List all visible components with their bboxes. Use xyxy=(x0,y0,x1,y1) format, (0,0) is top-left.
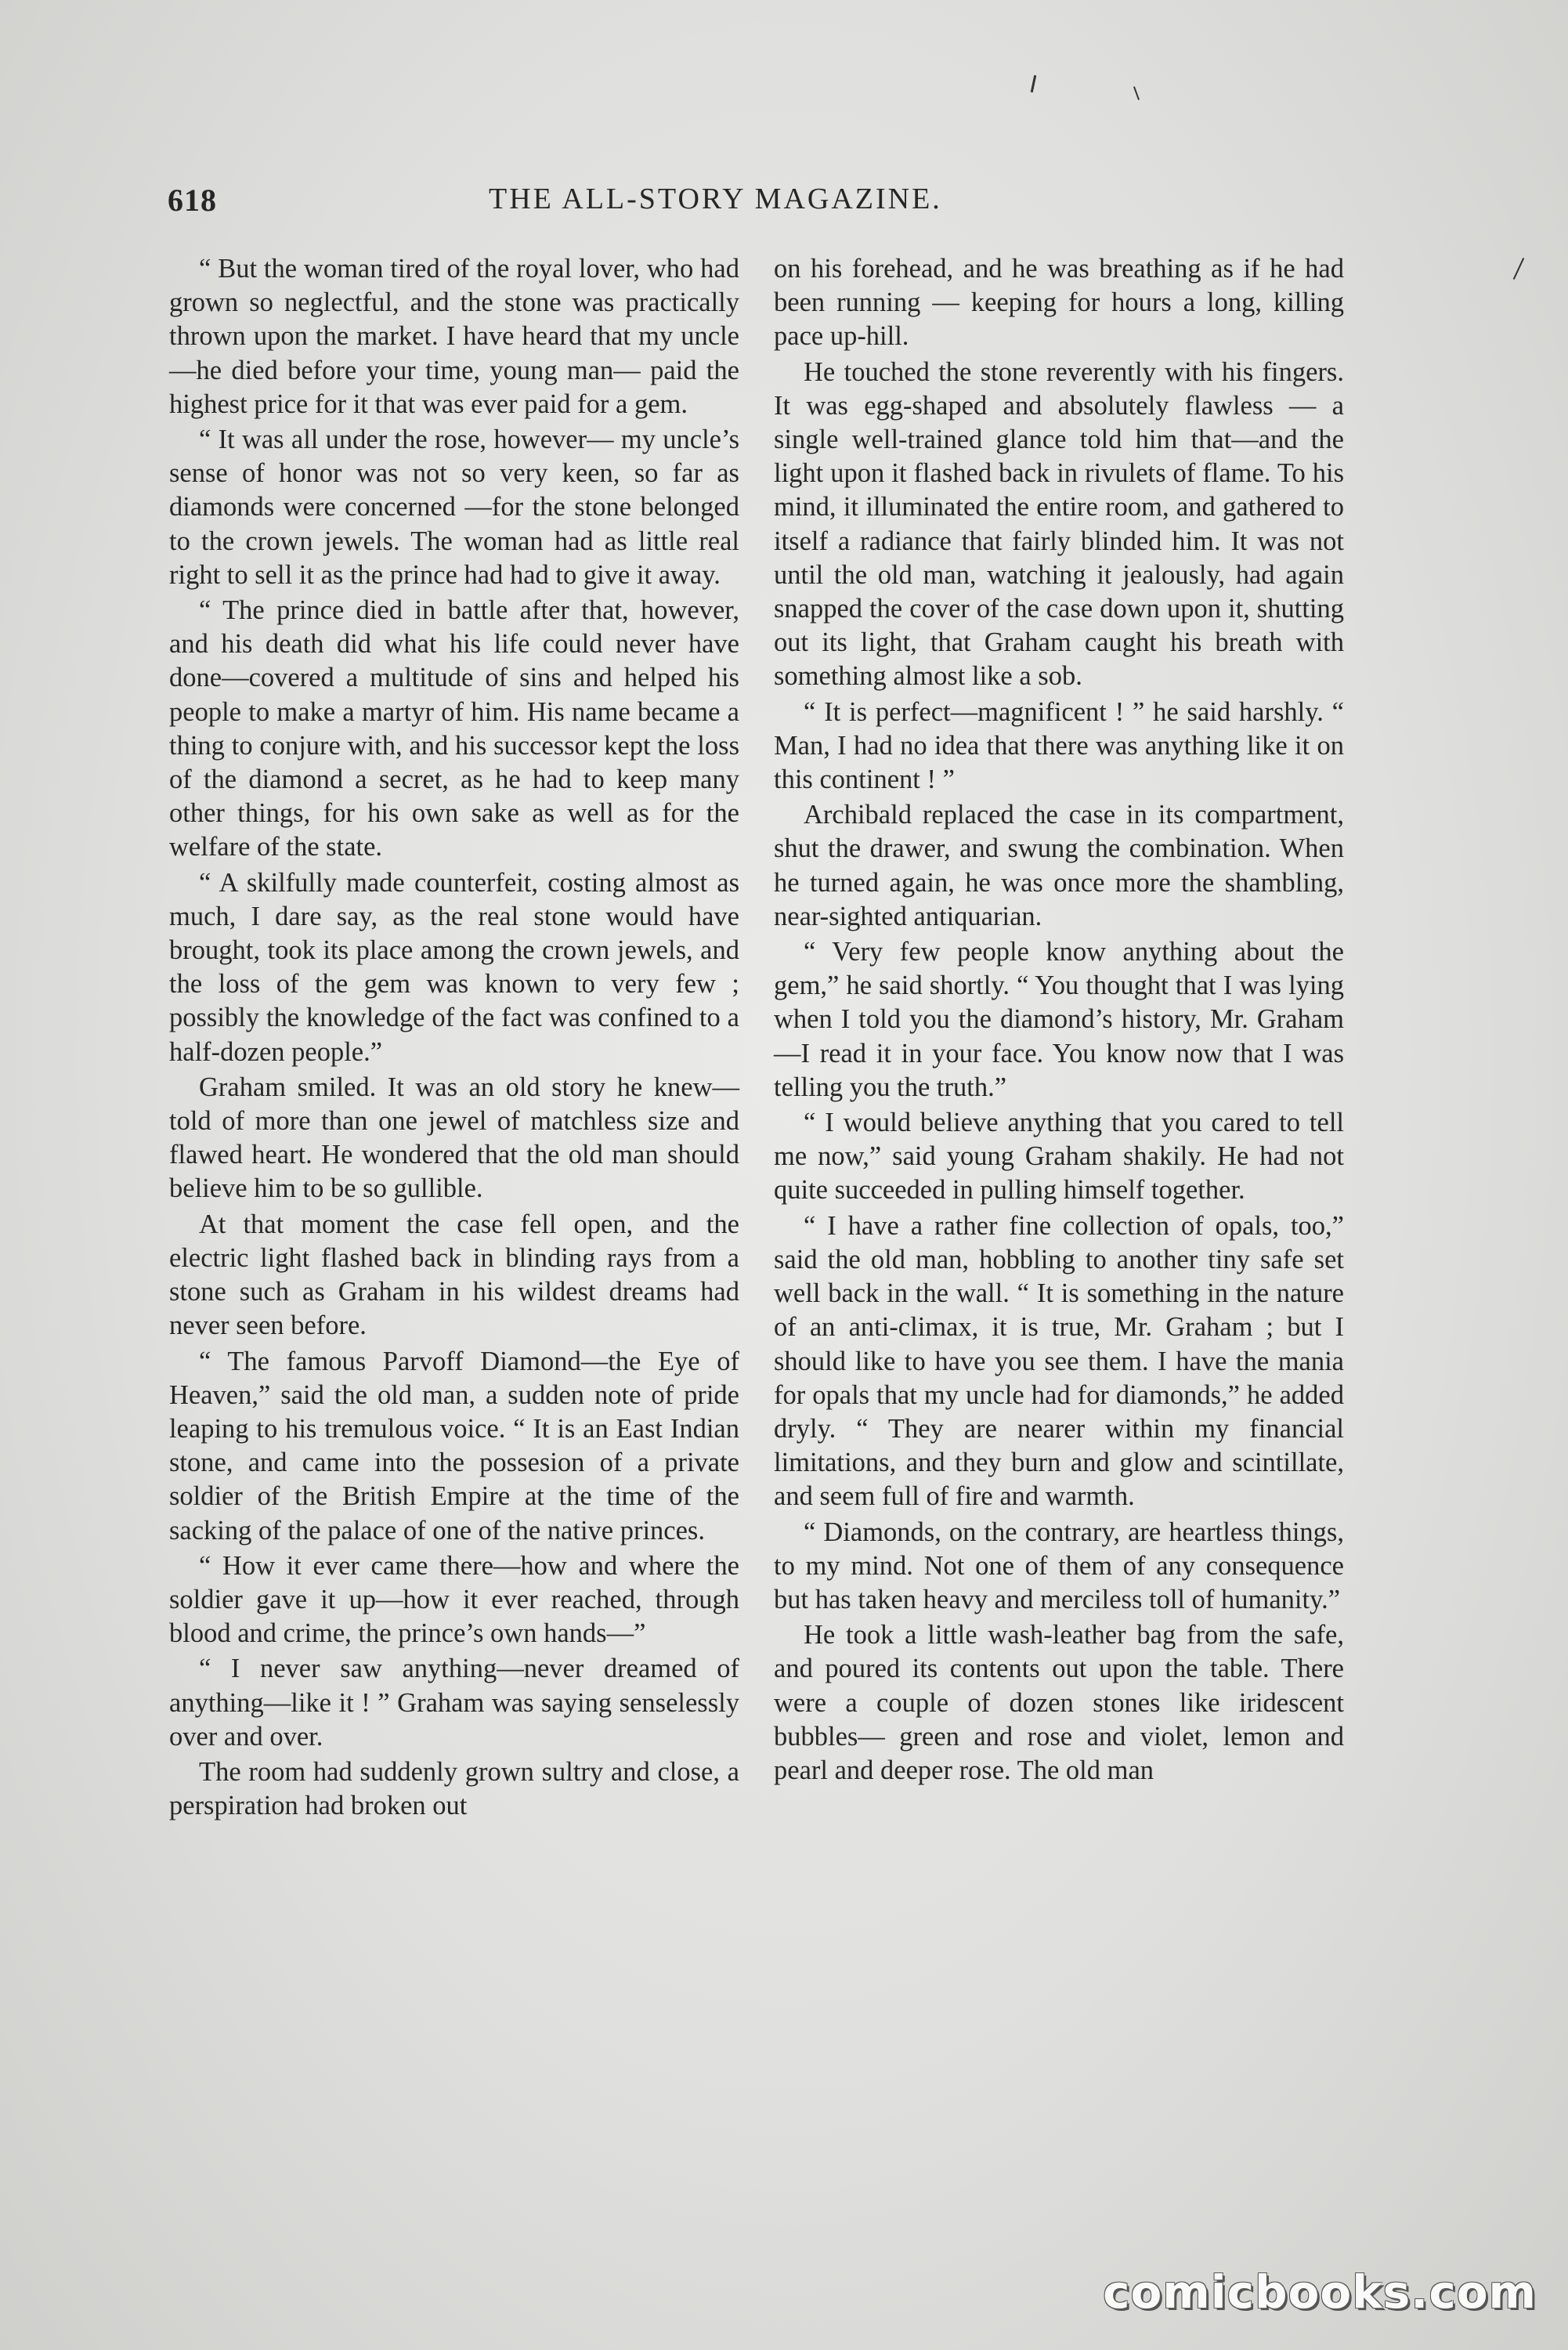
left-column xyxy=(169,252,739,1824)
scratch-mark xyxy=(1133,86,1140,100)
paragraph: The room had suddenly grown sultry and close, a perspiration had broken out xyxy=(169,1756,739,1821)
paragraph: “ It was all under the rose, however— my uncle’s sense of honor was not so very keen, so far as diamonds were concerned —for the stone belonged to the crown jewels. The woman had as little real right to sell it as the prince had had to give it away. xyxy=(169,425,739,590)
paragraph: “ The famous Parvoff Diamond—the Eye of Heaven,” said the old man, a sudden note of pride leaping to his tremulous voice. “ It is an East Indian stone, and came into the possesion of a private soldier of the British Empire at the time of the sacking of the palace of one of the native princes. xyxy=(169,1346,739,1546)
paragraph: “ Very few people know anything about the gem,” he said shortly. “ You thought that I was lying when I told you the diamond’s history, Mr. Graham —I read it in your face. You know now that I was telling you the truth.” xyxy=(774,937,1344,1102)
paragraph: At that moment the case fell open, and the electric light flashed back in blinding rays from a stone such as Graham in his wildest dreams had never seen before. xyxy=(169,1209,739,1341)
page-header xyxy=(168,182,1358,229)
paragraph: “ I would believe anything that you cared to tell me now,” said young Graham shakily. He had not quite succeeded in pulling himself together. xyxy=(774,1108,1344,1206)
paragraph: “ A skilfully made counterfeit, costing almost as much, I dare say, as the real stone would have brought, took its place among the crown jewels, and the loss of the gem was known to very few ; possibly the knowledge of the fact was confined to a half-dozen people.” xyxy=(169,867,739,1067)
paragraph: Archibald replaced the case in its compartment, shut the drawer, and swung the combination. When he turned again, he was once more the shambling, near-sighted antiquarian. xyxy=(774,800,1344,931)
scratch-mark xyxy=(1513,258,1524,280)
paragraph: “ I have a rather fine collection of opals, too,” said the old man, hobbling to another tiny safe set well back in the wall. “ It is something in the nature of an anti-climax, it is true, Mr. Graham ; but I should like to have you see them. I have the mania for opals that my uncle had for diamonds,” he added dryly. “ They are nearer within my financial limitations, and they burn and glow and scintillate, and seem full of fire and warmth. xyxy=(774,1210,1344,1512)
paragraph: He touched the stone reverently with his fingers. It was egg-shaped and absolutely flawless — a single well-trained glance told him that—and the light upon it flashed back in rivulets of flame. To his mind, it illuminated the entire room, and gathered to itself a radiance that fairly blinded him. It was not until the old man, watching it jealously, had again snapped the cover of the case down upon it, shutting out its light, that Graham caught his breath with something almost like a sob. xyxy=(774,356,1344,692)
paragraph: Graham smiled. It was an old story he knew—told of more than one jewel of matchless size and flawed heart. He wondered that the old man should believe him to be so gullible. xyxy=(169,1072,739,1204)
paragraph: He took a little wash-leather bag from the safe, and poured its contents out upon the table. There were a couple of dozen stones like iridescent bubbles— green and rose and violet, lemon and pearl and deeper rose. The old man xyxy=(774,1620,1344,1785)
right-column xyxy=(774,252,1344,1789)
paragraph: on his forehead, and he was breathing as if he had been running — keeping for hours a long, killing pace up-hill. xyxy=(774,254,1344,352)
paragraph: “ How it ever came there—how and where the soldier gave it up—how it ever reached, through blood and crime, the prince’s own hands—” xyxy=(169,1550,739,1649)
paragraph: “ Diamonds, on the contrary, are heartless things, to my mind. Not one of them of any consequence but has taken heavy and merciless toll of humanity.” xyxy=(774,1517,1344,1614)
paragraph: “ The prince died in battle after that, however, and his death did what his life could never have done—covered a multitude of sins and helped his people to make a martyr of him. His name became a thing to conjure with, and his successor kept the loss of the diamond a secret, as he had to keep many other things, for his own sake as well as for the welfare of the state. xyxy=(169,595,739,862)
watermark: comicbooks.com xyxy=(1103,2265,1537,2319)
paragraph: “ But the woman tired of the royal lover, who had grown so neglectful, and the stone was practically thrown upon the market. I have heard that my uncle —he died before your time, young man— paid the highest price for it that was ever paid for a gem. xyxy=(169,254,739,419)
page-number: 618 xyxy=(168,183,217,218)
running-head: THE ALL-STORY MAGAZINE. xyxy=(489,183,942,215)
scratch-mark xyxy=(1031,75,1037,92)
paragraph: “ I never saw anything—never dreamed of anything—like it ! ” Graham was saying senselessly over and over. xyxy=(169,1654,739,1752)
paragraph: “ It is perfect—magnificent ! ” he said harshly. “ Man, I had no idea that there was anything like it on this continent ! ” xyxy=(774,696,1344,795)
